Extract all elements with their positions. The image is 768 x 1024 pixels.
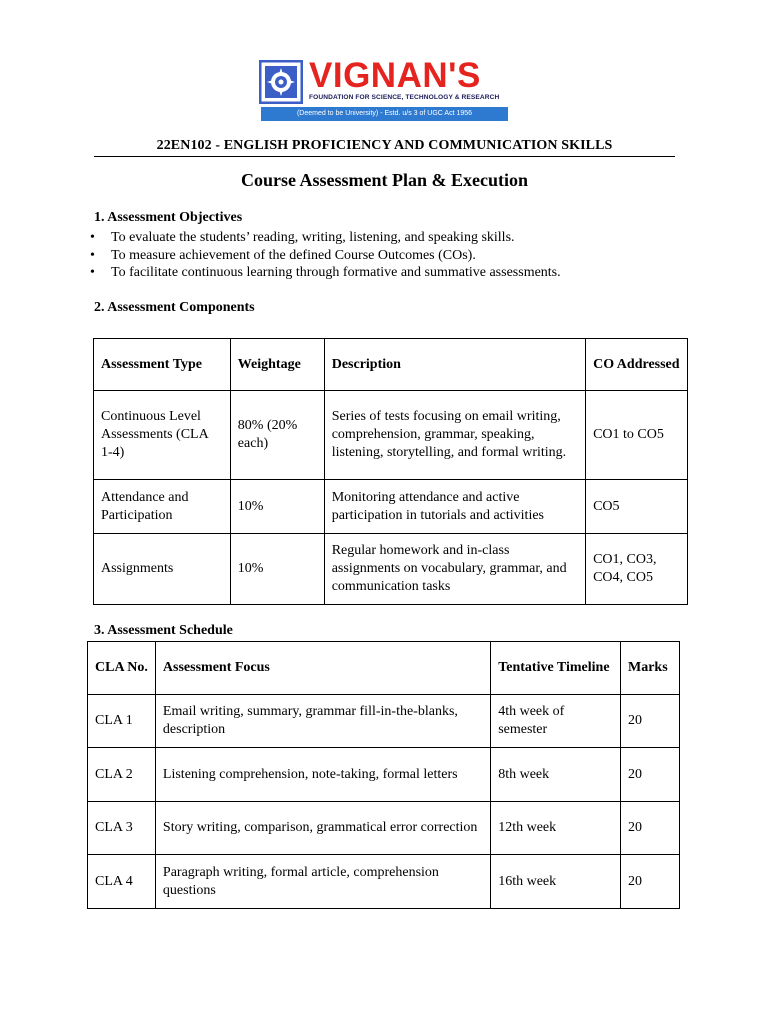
table-cell: 8th week — [491, 748, 621, 802]
table-cell: 16th week — [491, 855, 621, 909]
assessment-schedule-table — [87, 641, 680, 909]
table-cell: 20 — [621, 695, 680, 748]
table-cell: 10% — [230, 534, 324, 605]
table-cell: 20 — [621, 748, 680, 802]
course-title: 22EN102 - ENGLISH PROFICIENCY AND COMMUNICATION SKILLS — [156, 138, 613, 153]
column-header: CO Addressed — [586, 339, 688, 391]
table-cell: 12th week — [491, 802, 621, 855]
column-header: CLA No. — [88, 642, 156, 695]
table-row — [88, 695, 680, 748]
university-emblem-icon — [259, 60, 303, 104]
list-item-text: To evaluate the students’ reading, writing, listening, and speaking skills. — [111, 230, 515, 245]
table-cell: Continuous Level Assessments (CLA 1-4) — [94, 391, 231, 480]
list-item-text: To measure achievement of the defined Course Outcomes (COs). — [111, 247, 476, 263]
table-row — [88, 855, 680, 909]
table-row — [94, 534, 688, 605]
column-header: Weightage — [230, 339, 324, 391]
table-cell: CLA 3 — [88, 802, 156, 855]
section-heading-objectives: 1. Assessment Objectives — [94, 210, 243, 225]
document-title: Course Assessment Plan & Execution — [241, 170, 528, 190]
table-row — [88, 802, 680, 855]
table-cell: Monitoring attendance and active participation in tutorials and activities — [324, 480, 585, 534]
table-header-row — [94, 339, 688, 391]
list-item — [90, 264, 561, 282]
table-cell: CLA 1 — [88, 695, 156, 748]
table-cell: 20 — [621, 855, 680, 909]
table-row — [88, 748, 680, 802]
table-cell: CLA 4 — [88, 855, 156, 909]
table-row — [94, 391, 688, 480]
column-header: Assessment Focus — [155, 642, 490, 695]
table-cell: Assignments — [94, 534, 231, 605]
column-header: Assessment Type — [94, 339, 231, 391]
list-item-text: To facilitate continuous learning through formative and summative assessments. — [111, 265, 561, 280]
title-divider — [94, 156, 675, 157]
table-cell: 80% (20% each) — [230, 391, 324, 480]
table-cell: Series of tests focusing on email writing, comprehension, grammar, speaking, listening, storytelling, and formal writing. — [324, 391, 585, 480]
table-cell: Email writing, summary, grammar fill-in-the-blanks, description — [155, 695, 490, 748]
logo-accreditation-band: (Deemed to be University) - Estd. u/s 3 of UGC Act 1956 — [261, 107, 508, 121]
logo-tagline: FOUNDATION FOR SCIENCE, TECHNOLOGY & RESEARCH — [309, 94, 500, 101]
bullet-icon: • — [90, 230, 95, 245]
bullet-icon: • — [90, 265, 95, 280]
table-cell: 10% — [230, 480, 324, 534]
column-header: Description — [324, 339, 585, 391]
table-cell: CO1 to CO5 — [586, 391, 688, 480]
university-logo — [259, 56, 509, 124]
table-cell: Regular homework and in-class assignments on vocabulary, grammar, and communication tasks — [324, 534, 585, 605]
list-item — [90, 229, 561, 247]
bullet-icon: • — [90, 247, 95, 263]
table-cell: Listening comprehension, note-taking, formal letters — [155, 748, 490, 802]
table-cell: Attendance and Participation — [94, 480, 231, 534]
table-cell: 4th week of semester — [491, 695, 621, 748]
column-header: Marks — [621, 642, 680, 695]
table-cell: CO1, CO3, CO4, CO5 — [586, 534, 688, 605]
column-header: Tentative Timeline — [491, 642, 621, 695]
table-row — [94, 480, 688, 534]
objectives-list — [90, 229, 561, 282]
table-header-row — [88, 642, 680, 695]
table-cell: CO5 — [586, 480, 688, 534]
assessment-components-table — [93, 338, 688, 605]
section-heading-components: 2. Assessment Components — [94, 300, 255, 315]
section-heading-schedule: 3. Assessment Schedule — [94, 623, 233, 638]
table-cell: CLA 2 — [88, 748, 156, 802]
table-cell: Paragraph writing, formal article, comprehension questions — [155, 855, 490, 909]
logo-brand-name: VIGNAN'S — [309, 56, 481, 95]
table-cell: 20 — [621, 802, 680, 855]
list-item — [90, 247, 561, 265]
table-cell: Story writing, comparison, grammatical error correction — [155, 802, 490, 855]
